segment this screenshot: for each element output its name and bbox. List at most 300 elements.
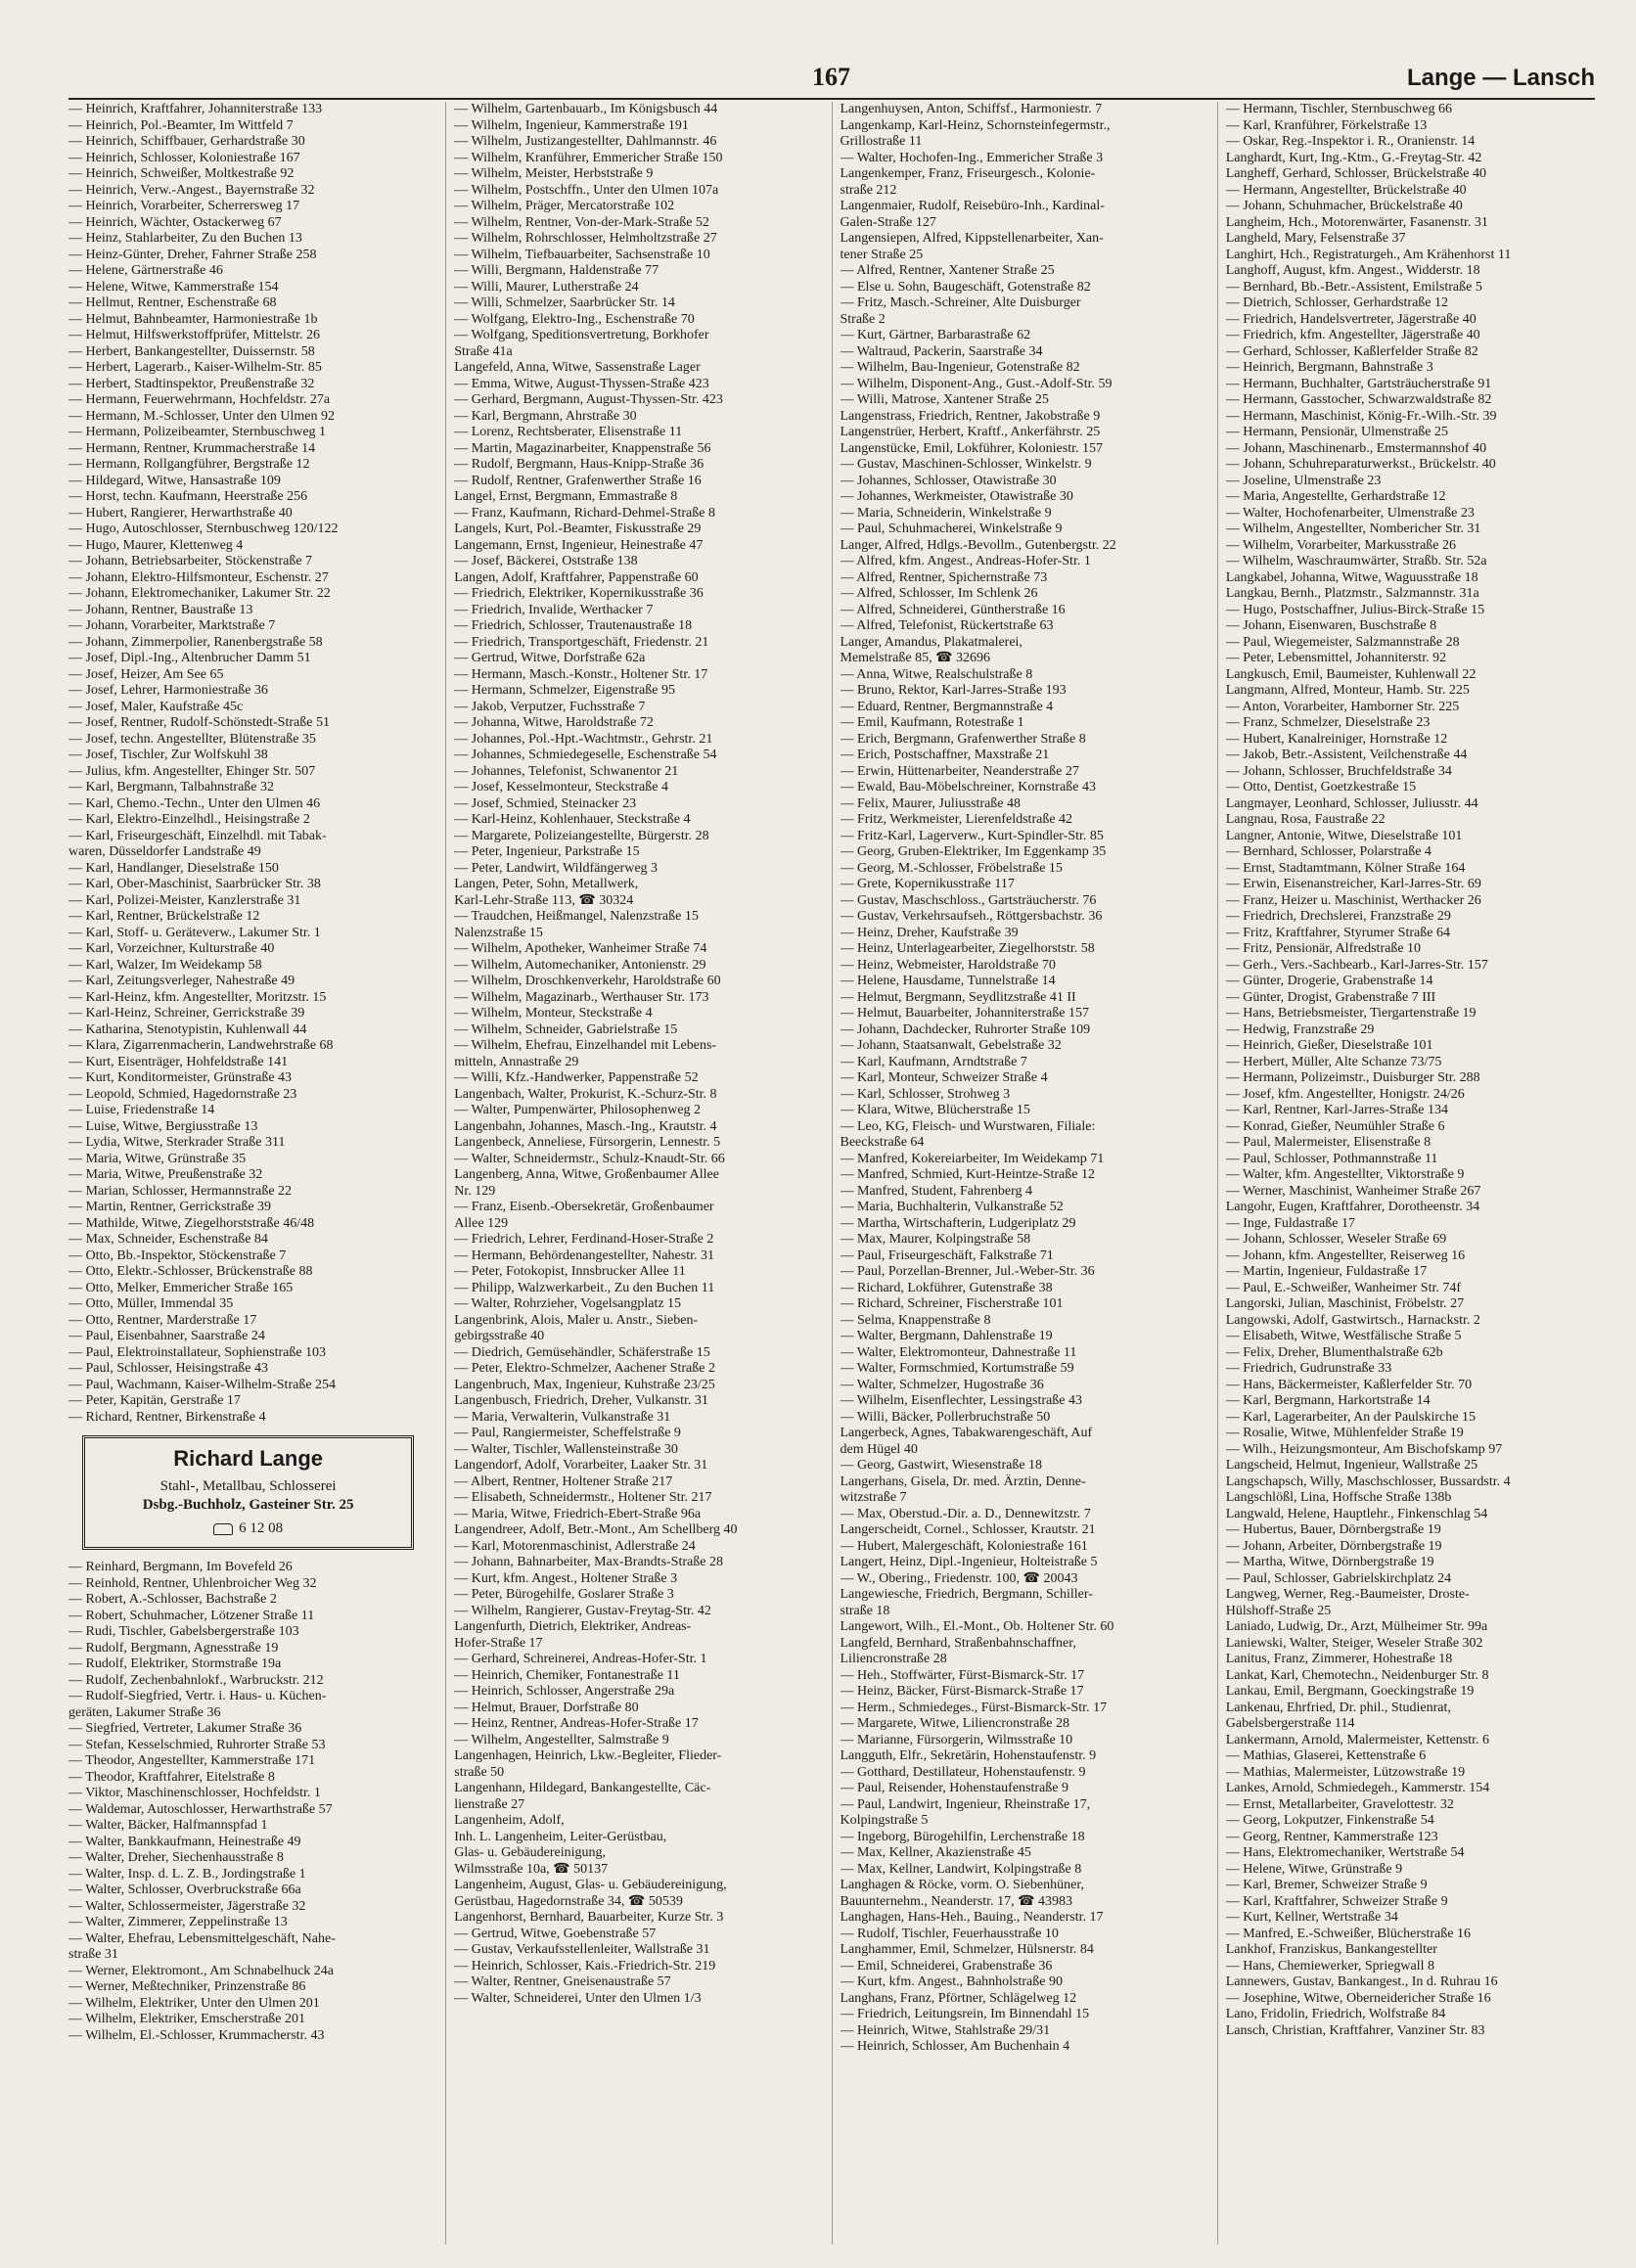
- directory-entry: — Alfred, Schlosser, Im Schlenk 26: [840, 586, 1038, 601]
- directory-entry: — Karl, Kraftfahrer, Schweizer Straße 9: [1225, 1893, 1448, 1909]
- directory-entry: — Friedrich, Elektriker, Kopernikusstraße 36: [454, 586, 704, 601]
- directory-entry: — Karl, Rentner, Brückelstraße 12: [68, 909, 260, 924]
- directory-entry: Langkusch, Emil, Baumeister, Kuhlenwall 22: [1225, 666, 1477, 682]
- directory-entry: — Maria, Schneiderin, Winkelstraße 9: [840, 505, 1052, 521]
- directory-entry: — Heinz, Stahlarbeiter, Zu den Buchen 13: [68, 231, 302, 246]
- directory-entry: — Heinrich, Kraftfahrer, Johanniterstraße 133: [68, 102, 323, 116]
- directory-entry: — Friedrich, Gudrunstraße 33: [1225, 1361, 1392, 1376]
- ad-business-line: Stahl-, Metallbau, Schlosserei: [159, 1478, 337, 1494]
- directory-entry: — Walter, Schmelzer, Hugostraße 36: [840, 1377, 1044, 1392]
- directory-entry: — Erich, Postschaffner, Maxstraße 21: [840, 748, 1050, 762]
- directory-entry: — Ingeborg, Bürogehilfin, Lerchenstraße 18: [840, 1829, 1085, 1844]
- directory-entry: — Hermann, Maschinist, König-Fr.-Wilh.-Str. 39: [1225, 408, 1497, 424]
- directory-entry: Hofer-Straße 17: [454, 1635, 543, 1651]
- directory-entry: — Rudolf, Zechenbahnlokf., Warbruckstr. 212: [68, 1672, 324, 1688]
- directory-entry: — Klara, Witwe, Blücherstraße 15: [840, 1103, 1030, 1117]
- directory-columns: [68, 102, 1595, 2245]
- directory-entry: — Gerhard, Bergmann, August-Thyssen-Str. 423: [454, 392, 723, 407]
- directory-entry: — Reinhard, Bergmann, Im Bovefeld 26: [68, 1560, 293, 1574]
- directory-entry: — Franz, Schmelzer, Dieselstraße 23: [1225, 715, 1431, 730]
- directory-entry: — Viktor, Maschinenschlosser, Hochfeldstr. 1: [68, 1786, 321, 1800]
- directory-entry: — Otto, Müller, Immendal 35: [68, 1296, 234, 1311]
- page-number: 167: [812, 63, 850, 91]
- directory-entry: — Luise, Friedenstraße 14: [68, 1103, 215, 1117]
- directory-entry: — Hans, Betriebsmeister, Tiergartenstraße 19: [1225, 1006, 1477, 1021]
- directory-entry: — Heinrich, Gießer, Dieselstraße 101: [1225, 1038, 1433, 1053]
- directory-entry: — Martin, Magazinarbeiter, Knappenstraße 56: [454, 440, 711, 456]
- directory-entry: — Wilhelm, Elektriker, Emscherstraße 201: [68, 2012, 305, 2026]
- directory-entry: — Lorenz, Rechtsberater, Elisenstraße 11: [454, 425, 683, 439]
- directory-entry: — Willi, Maurer, Lutherstraße 24: [454, 279, 639, 295]
- directory-entry: — Josef, kfm. Angestellter, Honigstr. 24/26: [1225, 1086, 1465, 1102]
- directory-entry: — Werner, Maschinist, Wanheimer Straße 267: [1225, 1183, 1481, 1199]
- directory-entry: Laniewski, Walter, Steiger, Weseler Straße 302: [1225, 1635, 1483, 1651]
- directory-entry: — Wilhelm, Monteur, Steckstraße 4: [454, 1006, 653, 1021]
- directory-entry: Langnau, Rosa, Faustraße 22: [1225, 812, 1386, 827]
- directory-entry: — Helene, Hausdame, Tunnelstraße 14: [840, 974, 1056, 988]
- directory-entry: — Maria, Witwe, Grünstraße 35: [68, 1151, 247, 1166]
- directory-entry: Lano, Fridolin, Friedrich, Wolfstraße 84: [1225, 2007, 1446, 2021]
- directory-entry: — Hermann, Polizeibeamter, Sternbuschweg 1: [68, 425, 327, 439]
- directory-entry: — Herbert, Müller, Alte Schanze 73/75: [1225, 1054, 1442, 1069]
- directory-entry: — Wilhelm, Justizangestellter, Dahlmannstr. 46: [454, 134, 717, 149]
- directory-entry: Langenhorst, Bernhard, Bauarbeiter, Kurze Str. 3: [454, 1910, 724, 1925]
- directory-entry: — Johann, Arbeiter, Dörnbergstraße 19: [1225, 1538, 1442, 1554]
- directory-entry: — Walter, Rohrzieher, Vogelsangplatz 15: [454, 1296, 682, 1311]
- directory-entry: Hülshoff-Straße 25: [1225, 1603, 1332, 1618]
- directory-entry: — Rudolf, Elektriker, Stormstraße 19a: [68, 1656, 282, 1671]
- directory-entry: — Erich, Bergmann, Grafenwerther Straße 8: [840, 731, 1086, 747]
- directory-entry: — Karl-Heinz, Schreiner, Gerrickstraße 39: [68, 1006, 305, 1021]
- directory-entry: — Gerhard, Schreinerei, Andreas-Hofer-Str. 1: [454, 1652, 707, 1666]
- directory-entry: — Heh., Stoffwärter, Fürst-Bismarck-Str. 17: [840, 1667, 1085, 1683]
- directory-entry: — Karl, Motorenmaschinist, Adlerstraße 24: [454, 1538, 696, 1554]
- directory-entry: — Wilhelm, Automechaniker, Antonienstr. 29: [454, 957, 706, 973]
- directory-entry: — Erwin, Eisenanstreicher, Karl-Jarres-Str. 69: [1225, 877, 1481, 891]
- directory-entry: — Karl, Stoff- u. Geräteverw., Lakumer Str. 1: [68, 925, 321, 940]
- directory-entry: — Maria, Witwe, Friedrich-Ebert-Straße 96a: [454, 1506, 702, 1521]
- directory-entry: — Heinrich, Bergmann, Bahnstraße 3: [1225, 360, 1433, 375]
- directory-entry: Langguth, Elfr., Sekretärin, Hohenstaufenstr. 9: [840, 1748, 1097, 1763]
- directory-entry: Langenbach, Walter, Prokurist, K.-Schurz-Str. 8: [454, 1086, 717, 1102]
- directory-entry: Langschlößl, Lina, Hoffsche Straße 138b: [1225, 1490, 1452, 1505]
- directory-entry: gebirgsstraße 40: [454, 1329, 545, 1343]
- directory-entry: — Emil, Kaufmann, Rotestraße 1: [840, 715, 1024, 730]
- column-1: [68, 102, 437, 2245]
- directory-entry: Langerbeck, Agnes, Tabakwarengeschäft, Auf: [840, 1426, 1093, 1440]
- directory-entry: — Walter, Ehefrau, Lebensmittelgeschäft, Nahe-: [68, 1930, 336, 1946]
- directory-entry: Langer, Alfred, Hdlgs.-Bevollm., Gutenbergstr. 22: [840, 537, 1116, 553]
- directory-entry: — Heinz, Bäcker, Fürst-Bismarck-Straße 17: [840, 1684, 1084, 1699]
- directory-entry: — Friedrich, Lehrer, Ferdinand-Hoser-Straße 2: [454, 1232, 714, 1247]
- directory-entry: Lanitus, Franz, Zimmerer, Hohestraße 18: [1225, 1652, 1453, 1666]
- directory-entry: — Gertrud, Witwe, Dorfstraße 62a: [454, 651, 646, 665]
- directory-entry: — Josef, techn. Angestellter, Blütenstraße 35: [68, 731, 316, 747]
- directory-entry: — Hermann, Feuerwehrmann, Hochfeldstr. 27a: [68, 392, 331, 407]
- directory-entry: — Johann, Schlosser, Bruchfeldstraße 34: [1225, 763, 1452, 779]
- directory-entry: Langenhann, Hildegard, Bankangestellte, Cäc-: [454, 1781, 711, 1795]
- directory-entry: Langowski, Adolf, Gastwirtsch., Harnackstr. 2: [1225, 1312, 1480, 1328]
- directory-entry: — Karl, Monteur, Schweizer Straße 4: [840, 1070, 1048, 1085]
- directory-entry: — Heinrich, Schlosser, Kais.-Friedrich-Str. 219: [454, 1958, 716, 1973]
- directory-entry: — Wilhelm, Postschffn., Unter den Ulmen 107a: [454, 182, 719, 198]
- directory-entry: Langhans, Franz, Pförtner, Schlägelweg 12: [840, 1990, 1077, 2006]
- directory-entry: Langenbusch, Friedrich, Dreher, Vulkanstr. 31: [454, 1393, 708, 1408]
- directory-entry: — Johann, kfm. Angestellter, Reiserweg 16: [1225, 1247, 1466, 1263]
- directory-entry: straße 50: [454, 1764, 505, 1780]
- directory-entry: — Peter, Lebensmittel, Johanniterstr. 92: [1225, 651, 1447, 665]
- directory-entry: Langenmaier, Rudolf, Reisebüro-Inh., Kardinal-: [840, 199, 1105, 213]
- directory-entry: witzstraße 7: [840, 1490, 907, 1505]
- directory-entry: — Rudolf, Bergmann, Haus-Knipp-Straße 36: [454, 457, 704, 472]
- directory-entry: — Kurt, Eisenträger, Hohfeldstraße 141: [68, 1054, 289, 1069]
- directory-entry: Langen, Adolf, Kraftfahrer, Pappenstraße 60: [454, 569, 699, 585]
- directory-entry: Lansch, Christian, Kraftfahrer, Vanziner Str. 83: [1225, 2022, 1485, 2038]
- directory-entry: Lankat, Karl, Chemotechn., Neidenburger Str. 8: [1225, 1667, 1489, 1683]
- directory-entry: — Walter, Schlossermeister, Jägerstraße 32: [68, 1898, 306, 1914]
- directory-entry: — Helmut, Bahnbeamter, Harmoniestraße 1b: [68, 311, 318, 327]
- directory-entry: — Felix, Dreher, Blumenthalstraße 62b: [1225, 1344, 1443, 1360]
- directory-entry: — Walter, Tischler, Wallensteinstraße 30: [454, 1441, 678, 1457]
- directory-entry: — Joseline, Ulmenstraße 23: [1225, 473, 1382, 488]
- directory-entry: Langel, Ernst, Bergmann, Emmastraße 8: [454, 489, 678, 504]
- directory-entry: Langenberg, Anna, Witwe, Großenbaumer Allee: [454, 1167, 719, 1182]
- directory-entry: — Margarete, Polizeiangestellte, Bürgerstr. 28: [454, 828, 709, 843]
- directory-entry: — Heinz-Günter, Dreher, Fahrner Straße 258: [68, 247, 317, 262]
- directory-entry: — Konrad, Gießer, Neumühler Straße 6: [1225, 1118, 1445, 1134]
- directory-entry: — Rudolf-Siegfried, Vertr. i. Haus- u. Küchen-: [68, 1689, 327, 1703]
- directory-entry: Lankhof, Franziskus, Bankangestellter: [1225, 1942, 1437, 1957]
- directory-entry: Langemann, Ernst, Ingenieur, Heinestraße 47: [454, 537, 704, 553]
- directory-entry: — Margarete, Witwe, Liliencronstraße 28: [840, 1716, 1070, 1731]
- directory-entry: — Friedrich, Leitungsrein, Im Binnendahl 15: [840, 2007, 1090, 2021]
- directory-entry: — Heinz, Webmeister, Haroldstraße 70: [840, 957, 1056, 973]
- ad-phone: [91, 1520, 405, 1537]
- directory-entry: — Georg, Rentner, Kammerstraße 123: [1225, 1829, 1438, 1844]
- directory-entry: — Gotthard, Destillateur, Hohenstaufenstr. 9: [840, 1764, 1086, 1780]
- directory-entry: — Johann, Rentner, Baustraße 13: [68, 602, 253, 617]
- directory-entry: — Willi, Bergmann, Haldenstraße 77: [454, 263, 659, 278]
- directory-entry: — Gustav, Verkaufsstellenleiter, Wallstraße 31: [454, 1942, 710, 1957]
- directory-entry: — Eduard, Rentner, Bergmannstraße 4: [840, 699, 1054, 714]
- directory-entry: — Rudi, Tischler, Gabelsbergerstraße 103: [68, 1624, 299, 1639]
- directory-entry: — Selma, Knappenstraße 8: [840, 1312, 991, 1328]
- directory-entry: tener Straße 25: [840, 247, 924, 262]
- directory-entry: — Leopold, Schmied, Hagedornstraße 23: [68, 1086, 297, 1102]
- directory-entry: Grillostraße 11: [840, 134, 923, 149]
- directory-entry: Langheff, Gerhard, Schlosser, Brückelstraße 40: [1225, 166, 1487, 181]
- directory-entry: — Manfred, Schmied, Kurt-Heintze-Straße 12: [840, 1167, 1095, 1182]
- directory-entry: — Paul, Porzellan-Brenner, Jul.-Weber-Str. 36: [840, 1264, 1095, 1279]
- directory-entry: — Wilhelm, Angestellter, Nombericher Str. 31: [1225, 522, 1481, 536]
- directory-entry: — Hermann, Angestellter, Brückelstraße 40: [1225, 182, 1467, 198]
- directory-entry: — Wilh., Heizungsmonteur, Am Bischofskamp 97: [1225, 1441, 1503, 1457]
- directory-entry: — Wilhelm, Schneider, Gabrielstraße 15: [454, 1021, 678, 1037]
- directory-entry: Langkau, Bernh., Platzmstr., Salzmannstr. 31a: [1225, 586, 1479, 601]
- directory-entry: — Wilhelm, Magazinarb., Werthauser Str. 173: [454, 989, 709, 1005]
- directory-entry: — Herbert, Bankangestellter, Duissernstr. 58: [68, 343, 315, 359]
- directory-entry: — Heinrich, Schweißer, Moltkestraße 92: [68, 166, 295, 181]
- directory-entry: — Maria, Witwe, Preußenstraße 32: [68, 1167, 263, 1182]
- directory-entry: — Karl, Ober-Maschinist, Saarbrücker Str. 38: [68, 877, 321, 891]
- directory-entry: Langweg, Werner, Reg.-Baumeister, Droste-: [1225, 1587, 1470, 1602]
- directory-entry: — Peter, Elektro-Schmelzer, Aachener Straße 2: [454, 1361, 715, 1376]
- directory-entry: — Karl-Heinz, Kohlenhauer, Steckstraße 4: [454, 812, 691, 827]
- directory-entry: — Helmut, Bauarbeiter, Johanniterstraße 157: [840, 1006, 1089, 1021]
- directory-entry: — Klara, Zigarrenmacherin, Landwehrstraße 68: [68, 1038, 334, 1053]
- directory-entry: Langscheid, Helmut, Ingenieur, Wallstraße 25: [1225, 1458, 1478, 1473]
- directory-entry: — Friedrich, kfm. Angestellter, Jägerstraße 40: [1225, 328, 1480, 342]
- directory-entry: Langefeld, Anna, Witwe, Sassenstraße Lager: [454, 360, 701, 375]
- directory-entry: — Emma, Witwe, August-Thyssen-Straße 423: [454, 376, 709, 391]
- directory-entry: — Wilhelm, El.-Schlosser, Krummacherstr. 43: [68, 2027, 325, 2043]
- directory-entry: Galen-Straße 127: [840, 214, 936, 230]
- directory-entry: — Robert, Schuhmacher, Lötzener Straße 11: [68, 1608, 315, 1623]
- directory-entry: — Katharina, Stenotypistin, Kuhlenwall 44: [68, 1021, 307, 1037]
- directory-entry: Langewort, Wilh., El.-Mont., Ob. Holtener Str. 60: [840, 1619, 1114, 1634]
- directory-entry: — Paul, Schlosser, Pothmannstraße 11: [1225, 1151, 1438, 1166]
- directory-entry: Langen, Peter, Sohn, Metallwerk,: [454, 877, 639, 891]
- directory-entry: Langhoff, August, kfm. Angest., Widderstr. 18: [1225, 263, 1480, 278]
- directory-entry: — Paul, Schlosser, Heisingstraße 43: [68, 1361, 268, 1376]
- directory-entry: — Josephine, Witwe, Oberneidericher Straße 16: [1225, 1990, 1491, 2006]
- directory-entry: — Wolfgang, Speditionsvertretung, Borkhofer: [454, 328, 709, 342]
- directory-entry: — Josef, Schmied, Steinacker 23: [454, 795, 637, 811]
- directory-entry: — Hildegard, Witwe, Hansastraße 109: [68, 473, 281, 488]
- directory-entry: — Johann, Maschinenarb., Emstermannshof 40: [1225, 440, 1487, 456]
- directory-entry: — Johann, Vorarbeiter, Marktstraße 7: [68, 618, 276, 633]
- directory-entry: Nr. 129: [454, 1183, 496, 1199]
- directory-entry: — Reinhold, Rentner, Uhlenbroicher Weg 32: [68, 1575, 317, 1591]
- directory-entry: — Rosalie, Witwe, Mühlenfelder Straße 19: [1225, 1426, 1464, 1440]
- directory-entry: — Martin, Rentner, Gerrickstraße 39: [68, 1200, 272, 1214]
- directory-entry: — Josef, Heizer, Am See 65: [68, 666, 224, 682]
- directory-entry: — Georg, Lokputzer, Finkenstraße 54: [1225, 1813, 1434, 1828]
- directory-entry: — Heinrich, Chemiker, Fontanestraße 11: [454, 1667, 680, 1683]
- directory-entry: Langenkamp, Karl-Heinz, Schornsteinfegermstr.,: [840, 117, 1111, 133]
- directory-entry: — Hermann, Rollgangführer, Bergstraße 12: [68, 457, 310, 472]
- directory-entry: — Richard, Schreiner, Fischerstraße 101: [840, 1296, 1064, 1311]
- directory-entry: Langensiepen, Alfred, Kippstellenarbeiter, Xan-: [840, 231, 1104, 246]
- directory-entry: — Albert, Rentner, Holtener Straße 217: [454, 1474, 673, 1489]
- directory-entry: — Jakob, Verputzer, Fuchsstraße 7: [454, 699, 646, 714]
- directory-entry: — Heinz, Unterlagearbeiter, Ziegelhorststr. 58: [840, 941, 1095, 956]
- directory-entry: — Manfred, E.-Schweißer, Blücherstraße 16: [1225, 1926, 1471, 1941]
- directory-entry: — Elisabeth, Schneidermstr., Holtener Str. 217: [454, 1490, 712, 1505]
- directory-entry: — Heinrich, Witwe, Stahlstraße 29/31: [840, 2022, 1051, 2038]
- directory-entry: — Heinrich, Vorarbeiter, Scherrersweg 17: [68, 199, 300, 213]
- directory-entry: — Johannes, Telefonist, Schwanentor 21: [454, 763, 679, 779]
- directory-entry: — Paul, Elektroinstallateur, Sophienstraße 103: [68, 1344, 327, 1360]
- directory-entry: — Walter, Pumpenwärter, Philosophenweg 2: [454, 1103, 702, 1117]
- directory-entry: — Hedwig, Franzstraße 29: [1225, 1021, 1375, 1037]
- directory-entry: — Paul, Landwirt, Ingenieur, Rheinstraße 17,: [840, 1796, 1091, 1812]
- directory-entry: Langerscheidt, Cornel., Schlosser, Krautstr. 21: [840, 1522, 1096, 1537]
- ad-company-name: Richard Lange: [173, 1446, 324, 1471]
- directory-entry: — Hermann, Pensionär, Ulmenstraße 25: [1225, 425, 1449, 439]
- running-head: Lange — Lansch: [1406, 65, 1595, 91]
- directory-entry: — Martha, Wirtschafterin, Ludgeriplatz 29: [840, 1215, 1076, 1231]
- directory-entry: lienstraße 27: [454, 1796, 525, 1812]
- directory-entry: — Walter, Bankkaufmann, Heinestraße 49: [68, 1834, 301, 1849]
- directory-entry: — Karl, Chemo.-Techn., Unter den Ulmen 46: [68, 795, 321, 811]
- directory-entry: — Hubert, Rangierer, Herwarthstraße 40: [68, 505, 293, 521]
- directory-entry: — Hubert, Kanalreiniger, Hornstraße 12: [1225, 731, 1448, 747]
- directory-entry: — Inge, Fuldastraße 17: [1225, 1215, 1355, 1231]
- directory-entry: — W., Obering., Friedenstr. 100, ☎ 20043: [840, 1570, 1078, 1586]
- directory-entry: Langenbrink, Alois, Maler u. Anstr., Sieben-: [454, 1312, 699, 1328]
- directory-entry: — Heinrich, Schlosser, Angerstraße 29a: [454, 1684, 675, 1699]
- directory-entry: — Walter, Schneiderei, Unter den Ulmen 1/3: [454, 1990, 702, 2006]
- directory-entry: — Wilhelm, Elektriker, Unter den Ulmen 201: [68, 1995, 320, 2011]
- directory-entry: Lankermann, Arnold, Malermeister, Kettenstr. 6: [1225, 1732, 1490, 1747]
- directory-entry: — Wilhelm, Rangierer, Gustav-Freytag-Str. 42: [454, 1603, 711, 1618]
- directory-entry: — Leo, KG, Fleisch- und Wurstwaren, Filiale:: [840, 1118, 1096, 1134]
- directory-entry: — Hubert, Malergeschäft, Koloniestraße 161: [840, 1538, 1088, 1554]
- directory-entry: Langendreer, Adolf, Betr.-Mont., Am Schellberg 40: [454, 1522, 738, 1537]
- directory-entry: Langerhans, Gisela, Dr. med. Ärztin, Denne-: [840, 1474, 1086, 1489]
- directory-entry: — Heinrich, Pol.-Beamter, Im Wittfeld 7: [68, 117, 294, 133]
- directory-entry: Gerüstbau, Hagedornstraße 34, ☎ 50539: [454, 1893, 683, 1909]
- directory-entry: — Peter, Landwirt, Wildfängerweg 3: [454, 860, 659, 876]
- directory-entry: — Karl, Zeitungsverleger, Nahestraße 49: [68, 974, 295, 988]
- directory-entry: — Friedrich, Schlosser, Trautenaustraße 18: [454, 618, 693, 633]
- directory-entry: — Hans, Bäckermeister, Kaßlerfelder Str. 70: [1225, 1377, 1473, 1392]
- directory-entry: — Anna, Witwe, Realschulstraße 8: [840, 666, 1033, 682]
- directory-entry: — Hubertus, Bauer, Dörnbergstraße 19: [1225, 1522, 1441, 1537]
- directory-entry: — Karl, Polizei-Meister, Kanzlerstraße 31: [68, 892, 301, 908]
- directory-entry: — Josef, Kesselmonteur, Steckstraße 4: [454, 780, 668, 794]
- directory-entry: — Herbert, Stadtinspektor, Preußenstraße 32: [68, 376, 315, 391]
- directory-entry: Langenheim, August, Glas- u. Gebäudereinigung,: [454, 1878, 727, 1892]
- directory-entry: Liliencronstraße 28: [840, 1652, 947, 1666]
- directory-entry: — Otto, Dentist, Goetzkestraße 15: [1225, 780, 1417, 794]
- directory-entry: — Theodor, Kraftfahrer, Eitelstraße 8: [68, 1769, 275, 1785]
- directory-entry: — Georg, M.-Schlosser, Fröbelstraße 15: [840, 860, 1063, 876]
- directory-entry: — Wilhelm, Disponent-Ang., Gust.-Adolf-Str. 59: [840, 376, 1113, 391]
- directory-entry: — Walter, Rentner, Gneisenaustraße 57: [454, 1974, 671, 1989]
- directory-entry: — Friedrich, Drechslerei, Franzstraße 29: [1225, 909, 1451, 924]
- directory-entry: — Johann, Schlosser, Weseler Straße 69: [1225, 1232, 1447, 1247]
- directory-entry: — Peter, Kapitän, Gerstraße 17: [68, 1393, 241, 1408]
- directory-entry: — Wilhelm, Gartenbauarb., Im Königsbusch 44: [454, 102, 718, 116]
- directory-entry: — Paul, Eisenbahner, Saarstraße 24: [68, 1329, 265, 1343]
- directory-entry: — Gerhard, Schlosser, Kaßlerfelder Straße 82: [1225, 343, 1478, 359]
- directory-entry: — Willi, Kfz.-Handwerker, Pappenstraße 52: [454, 1070, 699, 1085]
- directory-entry: — Herm., Schmiedeges., Fürst-Bismarck-Str. 17: [840, 1700, 1108, 1715]
- directory-entry: — Max, Maurer, Kolpingstraße 58: [840, 1232, 1031, 1247]
- directory-entry: — Johann, Zimmerpolier, Ranenbergstraße 58: [68, 634, 323, 650]
- directory-entry: — Karl, Lagerarbeiter, An der Paulskirche 15: [1225, 1409, 1476, 1425]
- directory-entry: Lankes, Arnold, Schmiedegeh., Kammerstr. 154: [1225, 1781, 1490, 1795]
- directory-entry: — Helmut, Hilfswerkstoffprüfer, Mittelstr. 26: [68, 328, 320, 342]
- directory-entry: — Wilhelm, Eisenflechter, Lessingstraße 43: [840, 1393, 1082, 1408]
- directory-entry: — Otto, Elektr.-Schlosser, Brückenstraße 88: [68, 1264, 313, 1279]
- directory-entry: — Robert, A.-Schlosser, Bachstraße 2: [68, 1592, 277, 1607]
- directory-entry: — Georg, Gastwirt, Wiesenstraße 18: [840, 1458, 1043, 1473]
- directory-entry: — Helmut, Brauer, Dorfstraße 80: [454, 1700, 639, 1715]
- directory-entry: — Grete, Kopernikusstraße 117: [840, 877, 1015, 891]
- directory-entry: — Hermann, Polizeimstr., Duisburger Str. 288: [1225, 1070, 1480, 1085]
- directory-entry: Langenbruch, Max, Ingenieur, Kuhstraße 23/25: [454, 1377, 715, 1392]
- directory-entry: — Karl, Kranführer, Förkelstraße 13: [1225, 117, 1428, 133]
- directory-entry: Langmann, Alfred, Monteur, Hamb. Str. 225: [1225, 683, 1470, 698]
- directory-entry: — Karl-Heinz, kfm. Angestellter, Moritzstr. 15: [68, 989, 327, 1005]
- directory-entry: — Peter, Fotokopist, Innsbrucker Allee 11: [454, 1264, 686, 1279]
- column-3: [832, 102, 1209, 2245]
- directory-entry: Wilmsstraße 10a, ☎ 50137: [454, 1861, 609, 1877]
- directory-entry: — Johann, Schuhmacher, Brückelstraße 40: [1225, 199, 1463, 213]
- directory-entry: — Wilhelm, Waschraumwärter, Straßb. Str. 52a: [1225, 554, 1487, 568]
- directory-entry: — Jakob, Betr.-Assistent, Veilchenstraße 44: [1225, 748, 1468, 762]
- directory-entry: — Hermann, Tischler, Sternbuschweg 66: [1225, 102, 1452, 116]
- directory-entry: — Maria, Angestellte, Gerhardstraße 12: [1225, 489, 1446, 504]
- directory-entry: — Walter, Dreher, Siechenhausstraße 8: [68, 1850, 284, 1865]
- directory-entry: — Paul, Wiegemeister, Salzmannstraße 28: [1225, 634, 1460, 650]
- directory-entry: — Georg, Gruben-Elektriker, Im Eggenkamp 35: [840, 844, 1107, 859]
- directory-entry: — Walter, Bäcker, Halfmannspfad 1: [68, 1818, 268, 1833]
- directory-entry: — Siegfried, Vertreter, Lakumer Straße 36: [68, 1721, 302, 1736]
- directory-entry: — Anton, Vorarbeiter, Hamborner Str. 225: [1225, 699, 1460, 714]
- directory-entry: Gabelsbergerstraße 114: [1225, 1716, 1355, 1731]
- directory-entry: — Johannes, Pol.-Hpt.-Wachtmstr., Gehrstr. 21: [454, 731, 713, 747]
- directory-entry: — Kurt, kfm. Angest., Bahnholstraße 90: [840, 1974, 1063, 1989]
- page-header: [68, 59, 1595, 100]
- directory-entry: — Hermann, Schmelzer, Eigenstraße 95: [454, 683, 675, 698]
- directory-entry: Bauunternehm., Neanderstr. 17, ☎ 43983: [840, 1893, 1073, 1909]
- directory-entry: Lankau, Emil, Bergmann, Goeckingstraße 19: [1225, 1684, 1475, 1699]
- directory-entry: — Hermann, M.-Schlosser, Unter den Ulmen 92: [68, 408, 335, 424]
- directory-entry: — Richard, Rentner, Birkenstraße 4: [68, 1409, 266, 1425]
- directory-entry: Laniado, Ludwig, Dr., Arzt, Mülheimer Str. 99a: [1225, 1619, 1488, 1634]
- directory-entry: — Paul, Schlosser, Gabrielskirchplatz 24: [1225, 1570, 1452, 1586]
- directory-entry: — Heinrich, Schiffbauer, Gerhardstraße 30: [68, 134, 305, 149]
- directory-entry: — Bernhard, Bb.-Betr.-Assistent, Emilstraße 5: [1225, 279, 1482, 295]
- directory-entry: Langenstrass, Friedrich, Rentner, Jakobstraße 9: [840, 408, 1101, 424]
- directory-entry: — Friedrich, Invalide, Werthacker 7: [454, 602, 654, 617]
- directory-entry: — Walter, kfm. Angestellter, Viktorstraße 9: [1225, 1167, 1465, 1182]
- directory-entry: — Martha, Witwe, Dörnbergstraße 19: [1225, 1555, 1434, 1569]
- directory-entry: — Bernhard, Schlosser, Polarstraße 4: [1225, 844, 1432, 859]
- directory-entry: — Karl, Rentner, Karl-Jarres-Straße 134: [1225, 1103, 1448, 1117]
- directory-entry: — Wilhelm, Vorarbeiter, Markusstraße 26: [1225, 537, 1457, 553]
- directory-entry: — Johanna, Witwe, Haroldstraße 72: [454, 715, 654, 730]
- directory-entry: — Helene, Witwe, Kammerstraße 154: [68, 279, 279, 295]
- directory-entry: Langhardt, Kurt, Ing.-Ktm., G.-Freytag-Str. 42: [1225, 150, 1482, 165]
- directory-entry: — Karl, Bergmann, Talbahnstraße 32: [68, 780, 275, 794]
- directory-entry: — Alfred, kfm. Angest., Andreas-Hofer-Str. 1: [840, 554, 1091, 568]
- directory-entry: Lankenau, Ehrfried, Dr. phil., Studienrat,: [1225, 1700, 1451, 1715]
- directory-entry: — Helmut, Bergmann, Seydlitzstraße 41 II: [840, 989, 1076, 1005]
- directory-entry: dem Hügel 40: [840, 1441, 918, 1457]
- directory-entry: — Alfred, Rentner, Xantener Straße 25: [840, 263, 1055, 278]
- directory-entry: — Gerh., Vers.-Sachbearb., Karl-Jarres-Str. 157: [1225, 957, 1488, 973]
- directory-entry: straße 18: [840, 1603, 890, 1618]
- directory-entry: Langels, Kurt, Pol.-Beamter, Fiskusstraße 29: [454, 522, 702, 536]
- directory-entry: Langenheim, Adolf,: [454, 1813, 565, 1828]
- directory-entry: — Peter, Bürogehilfe, Goslarer Straße 3: [454, 1587, 674, 1602]
- directory-entry: — Lydia, Witwe, Sterkrader Straße 311: [68, 1135, 286, 1150]
- directory-entry: — Hugo, Postschaffner, Julius-Birck-Straße 15: [1225, 602, 1485, 617]
- directory-entry: — Johann, Betriebsarbeiter, Stöckenstraße 7: [68, 554, 313, 568]
- directory-entry: — Walter, Schlosser, Overbruckstraße 66a: [68, 1882, 301, 1897]
- directory-entry: — Franz, Kaufmann, Richard-Dehmel-Straße 8: [454, 505, 715, 521]
- directory-entry: — Heinrich, Wächter, Ostackerweg 67: [68, 214, 282, 230]
- directory-entry: — Stefan, Kesselschmied, Ruhrorter Straße 53: [68, 1737, 326, 1752]
- directory-entry: Langenfurth, Dietrich, Elektriker, Andreas-: [454, 1619, 692, 1634]
- directory-entry: — Wilhelm, Rohrschlosser, Helmholtzstraße 27: [454, 231, 717, 246]
- directory-entry: Langhirt, Hch., Registraturgeh., Am Krähenhorst 11: [1225, 247, 1512, 262]
